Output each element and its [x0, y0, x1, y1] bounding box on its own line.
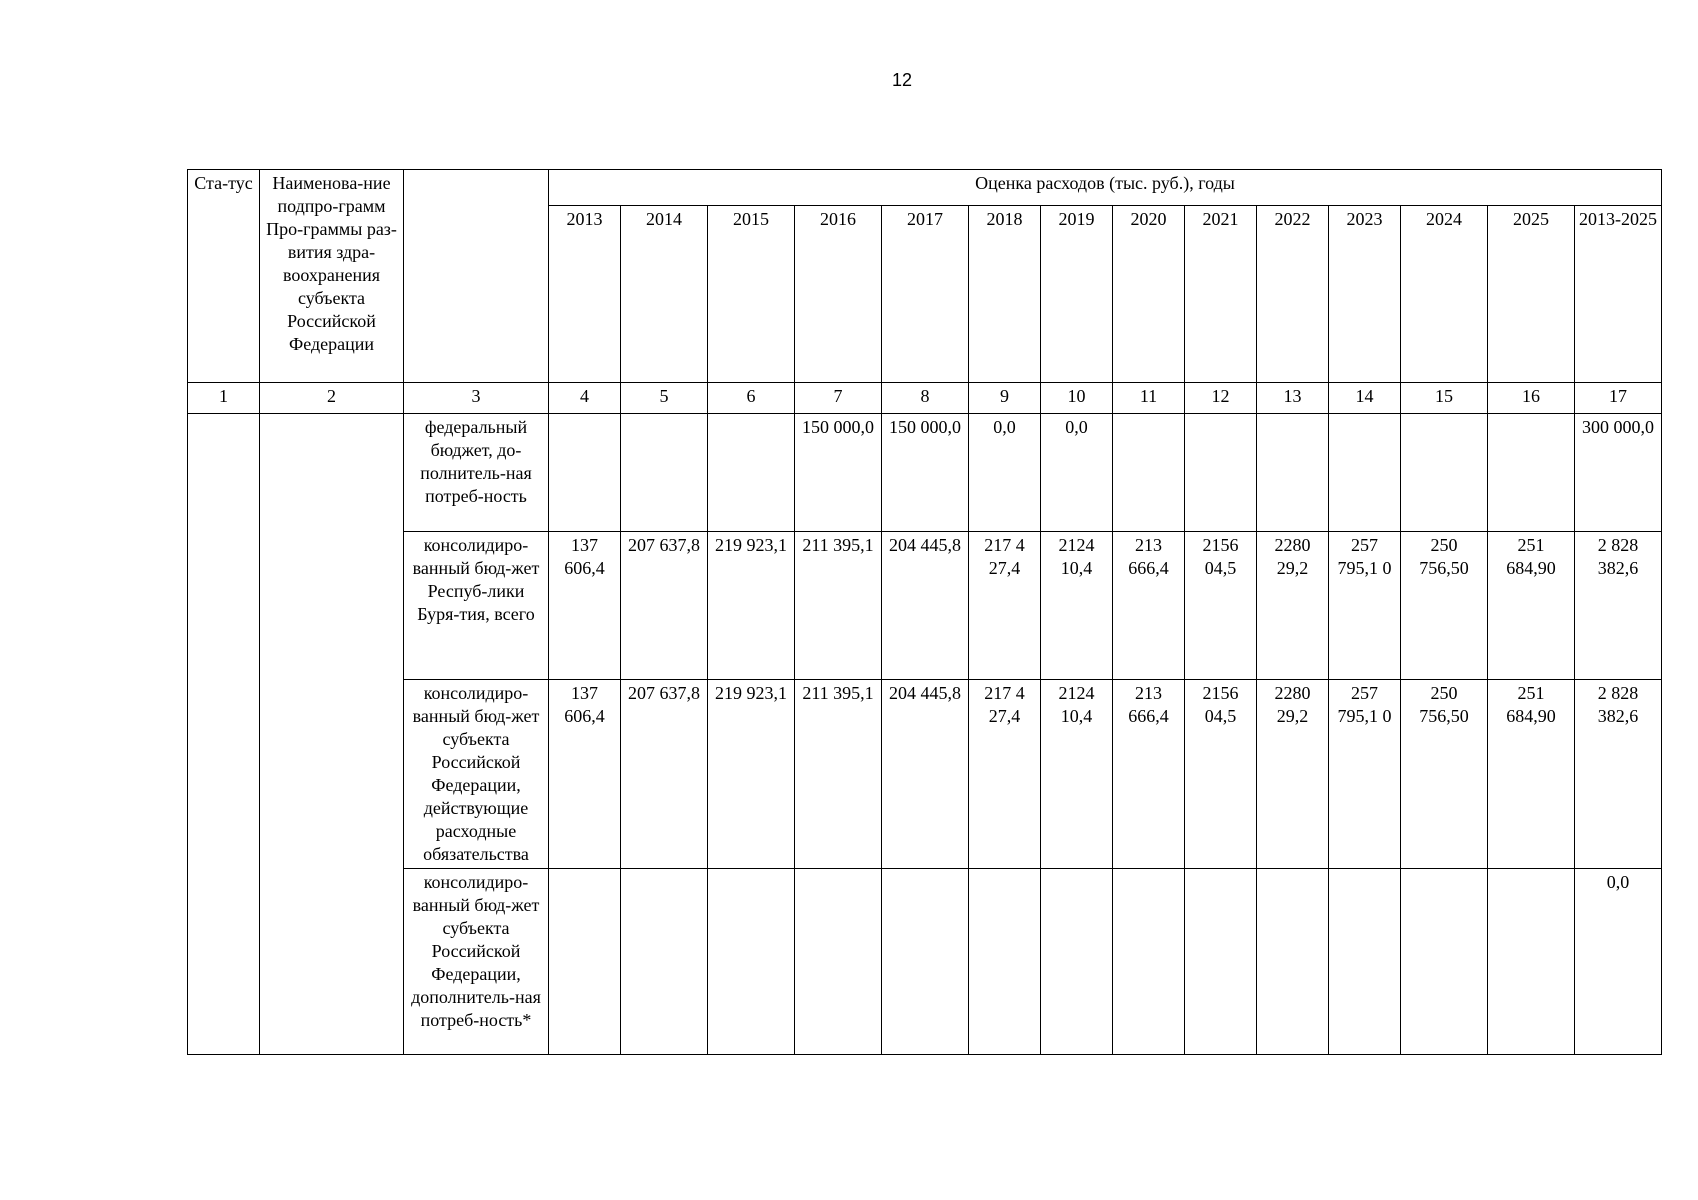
header-year-cell: 2013 [549, 206, 621, 383]
value-cell: 0,0 [1575, 869, 1662, 1055]
value-cell: 251 684,90 [1488, 680, 1575, 869]
value-cell [1329, 414, 1401, 532]
header-year-cell: 2021 [1185, 206, 1257, 383]
column-number-cell: 17 [1575, 383, 1662, 414]
header-year-cell: 2018 [969, 206, 1041, 383]
value-cell [1329, 869, 1401, 1055]
column-number-cell: 16 [1488, 383, 1575, 414]
value-cell: 204 445,8 [882, 532, 969, 680]
value-cell: 2156 04,5 [1185, 532, 1257, 680]
value-cell [1488, 869, 1575, 1055]
table-row [188, 532, 1662, 680]
page-number: 12 [891, 70, 913, 90]
value-cell: 2 828 382,6 [1575, 680, 1662, 869]
column-number-cell: 8 [882, 383, 969, 414]
funding-source-cell: консолидиро-ванный бюд-жет субъекта Российской Федерации, дополнитель-ная потреб-ность* [404, 869, 549, 1055]
value-cell [549, 414, 621, 532]
header-year-cell: 2013-2025 [1575, 206, 1662, 383]
value-cell: 137 606,4 [549, 680, 621, 869]
header-subprogram-name: Наименова-ние подпро-грамм Про-граммы раз-вития здра-воохранения субъекта Российской Федерации [260, 170, 404, 383]
status-cell [188, 414, 260, 1055]
column-number-cell: 11 [1113, 383, 1185, 414]
value-cell [621, 869, 708, 1055]
value-cell: 0,0 [969, 414, 1041, 532]
value-cell: 2 828 382,6 [1575, 532, 1662, 680]
value-cell: 257 795,1 0 [1329, 532, 1401, 680]
column-number-cell: 12 [1185, 383, 1257, 414]
column-number-cell: 2 [260, 383, 404, 414]
header-year-cell: 2019 [1041, 206, 1113, 383]
value-cell [1113, 869, 1185, 1055]
value-cell [882, 869, 969, 1055]
column-number-cell: 14 [1329, 383, 1401, 414]
value-cell [621, 414, 708, 532]
value-cell: 300 000,0 [1575, 414, 1662, 532]
value-cell: 137 606,4 [549, 532, 621, 680]
value-cell: 213 666,4 [1113, 680, 1185, 869]
value-cell [1401, 414, 1488, 532]
header-row-1 [188, 170, 1662, 206]
header-year-cell: 2024 [1401, 206, 1488, 383]
funding-source-cell: федеральный бюджет, до-полнитель-ная потреб-ность [404, 414, 549, 532]
table-row [188, 869, 1662, 1055]
header-year-cell: 2023 [1329, 206, 1401, 383]
value-cell: 2280 29,2 [1257, 680, 1329, 869]
table-row [188, 414, 1662, 532]
value-cell: 217 4 27,4 [969, 532, 1041, 680]
header-year-cell: 2020 [1113, 206, 1185, 383]
value-cell: 2280 29,2 [1257, 532, 1329, 680]
column-number-cell: 1 [188, 383, 260, 414]
value-cell [1257, 414, 1329, 532]
column-numbers-row [188, 383, 1662, 414]
header-status: Ста-тус [188, 170, 260, 383]
value-cell: 2156 04,5 [1185, 680, 1257, 869]
value-cell: 211 395,1 [795, 680, 882, 869]
value-cell: 213 666,4 [1113, 532, 1185, 680]
value-cell [1185, 414, 1257, 532]
value-cell: 0,0 [1041, 414, 1113, 532]
column-number-cell: 6 [708, 383, 795, 414]
header-year-cell: 2014 [621, 206, 708, 383]
value-cell [1257, 869, 1329, 1055]
funding-source-cell: консолидиро-ванный бюд-жет Респуб-лики Буря-тия, всего [404, 532, 549, 680]
value-cell [1488, 414, 1575, 532]
value-cell [1113, 414, 1185, 532]
value-cell: 251 684,90 [1488, 532, 1575, 680]
header-year-cell: 2022 [1257, 206, 1329, 383]
column-number-cell: 3 [404, 383, 549, 414]
funding-source-cell: консолидиро-ванный бюд-жет субъекта Российской Федерации, действующие расходные обязательства [404, 680, 549, 869]
value-cell [1041, 869, 1113, 1055]
value-cell: 257 795,1 0 [1329, 680, 1401, 869]
column-number-cell: 7 [795, 383, 882, 414]
value-cell [969, 869, 1041, 1055]
column-number-cell: 4 [549, 383, 621, 414]
value-cell [1401, 869, 1488, 1055]
header-cost-estimate: Оценка расходов (тыс. руб.), годы [549, 170, 1662, 206]
header-year-cell: 2015 [708, 206, 795, 383]
value-cell [708, 869, 795, 1055]
column-number-cell: 13 [1257, 383, 1329, 414]
column-number-cell: 15 [1401, 383, 1488, 414]
subprogram-name-cell [260, 414, 404, 1055]
value-cell: 204 445,8 [882, 680, 969, 869]
column-number-cell: 10 [1041, 383, 1113, 414]
value-cell: 2124 10,4 [1041, 680, 1113, 869]
value-cell: 207 637,8 [621, 680, 708, 869]
value-cell: 150 000,0 [882, 414, 969, 532]
table-row [188, 680, 1662, 869]
column-number-cell: 9 [969, 383, 1041, 414]
value-cell: 219 923,1 [708, 680, 795, 869]
header-year-cell: 2025 [1488, 206, 1575, 383]
header-year-cell: 2017 [882, 206, 969, 383]
value-cell [795, 869, 882, 1055]
column-number-cell: 5 [621, 383, 708, 414]
value-cell: 211 395,1 [795, 532, 882, 680]
value-cell: 150 000,0 [795, 414, 882, 532]
value-cell: 217 4 27,4 [969, 680, 1041, 869]
header-year-cell: 2016 [795, 206, 882, 383]
value-cell [1185, 869, 1257, 1055]
value-cell: 219 923,1 [708, 532, 795, 680]
value-cell: 2124 10,4 [1041, 532, 1113, 680]
value-cell: 207 637,8 [621, 532, 708, 680]
expenditure-table [187, 169, 1662, 1055]
value-cell [549, 869, 621, 1055]
header-source [404, 170, 549, 383]
value-cell: 250 756,50 [1401, 532, 1488, 680]
value-cell [708, 414, 795, 532]
value-cell: 250 756,50 [1401, 680, 1488, 869]
